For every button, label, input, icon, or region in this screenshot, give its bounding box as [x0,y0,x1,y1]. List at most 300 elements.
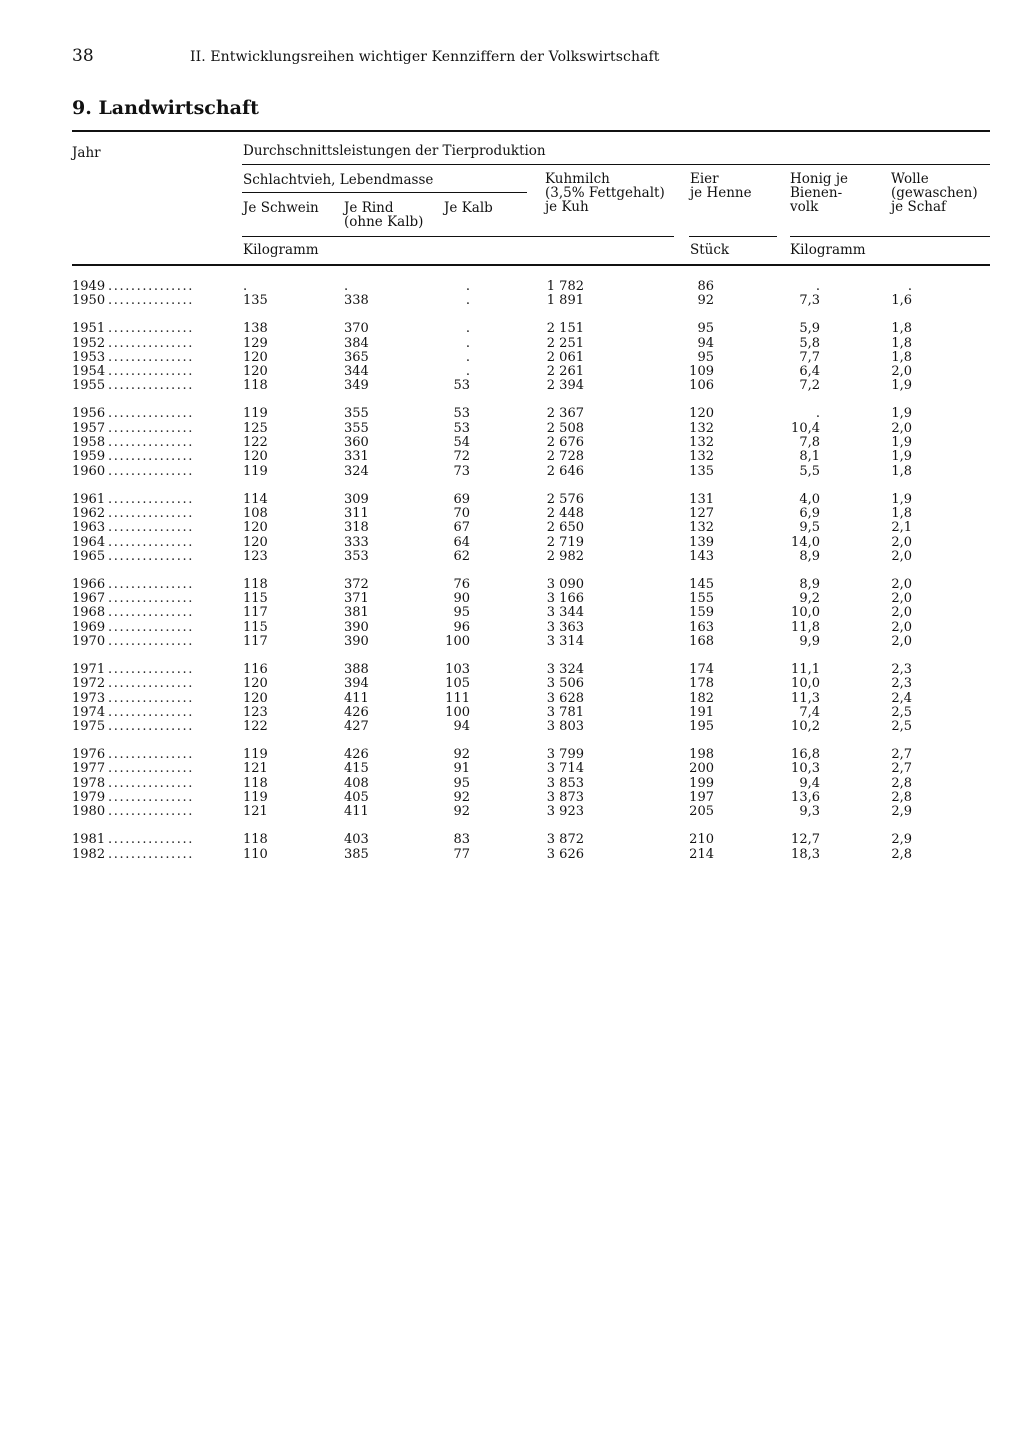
unit-stueck: Stück [690,242,730,258]
cell-kuhmilch: 2 719 [546,534,584,550]
cell-honig: 7,8 [799,435,820,451]
cell-eier: 199 [689,775,714,791]
cell-kuhmilch: 3 872 [546,832,584,848]
cell-je-kalb: 69 [453,491,470,507]
cell-je-kalb: 100 [445,633,470,649]
cell-eier: 139 [689,534,714,550]
running-head: II. Entwicklungsreihen wichtiger Kennziffern der Volkswirtschaft [190,49,660,65]
cell-kuhmilch: 3 166 [546,591,584,607]
group-rule [242,164,990,165]
cell-eier: 94 [697,335,714,351]
cell-kuhmilch: 3 628 [546,690,584,706]
cell-wolle: 2,7 [891,761,912,777]
cell-je-rind: 390 [344,619,369,635]
cell-eier: 197 [689,790,714,806]
cell-je-rind: 355 [344,420,369,436]
cell-je-schwein: 115 [243,619,268,635]
cell-kuhmilch: 2 646 [546,463,584,479]
leader-dots: ............... [108,521,194,536]
cell-kuhmilch: 1 891 [546,293,584,309]
cell-kuhmilch: 2 367 [546,406,584,422]
row-year: 1958 [72,435,106,451]
leader-dots: ............... [108,592,194,607]
cell-je-rind: 427 [344,719,369,735]
row-year: 1973 [72,690,106,706]
row-year: 1950 [72,293,106,309]
cell-je-rind: 324 [344,463,369,479]
row-year: 1959 [72,449,106,465]
header-bottom-rule [72,264,990,266]
cell-eier: 95 [697,321,714,337]
cell-honig: 7,7 [799,349,820,365]
cell-je-rind: 384 [344,335,369,351]
cell-wolle: 2,3 [891,661,912,677]
row-year: 1961 [72,491,106,507]
cell-je-schwein: 119 [243,463,268,479]
cell-je-schwein: 118 [243,775,268,791]
leader-dots: ............... [108,720,194,735]
cell-honig: 8,9 [799,576,820,592]
cell-je-rind: 381 [344,605,369,621]
cell-honig: 7,4 [799,704,820,720]
cell-kuhmilch: 2 982 [546,548,584,564]
table-row [72,805,992,819]
cell-kuhmilch: 2 261 [546,364,584,380]
header-milch-1: Kuhmilch [545,171,610,187]
leader-dots: ............... [108,847,194,862]
table-row [72,663,992,677]
cell-je-kalb: 76 [453,576,470,592]
cell-eier: 191 [689,704,714,720]
leader-dots: ............... [108,805,194,820]
table-row [72,692,992,706]
cell-je-rind: 403 [344,832,369,848]
cell-je-schwein: 125 [243,420,268,436]
cell-je-kalb: 62 [453,548,470,564]
page-number: 38 [72,46,94,66]
row-year: 1968 [72,605,106,621]
cell-wolle: 2,0 [891,591,912,607]
cell-je-rind: 311 [344,505,369,521]
cell-je-kalb: 54 [453,435,470,451]
cell-honig: . [815,279,820,294]
cell-je-schwein: 138 [243,321,268,337]
cell-wolle: 2,9 [891,832,912,848]
cell-eier: 174 [689,661,714,677]
cell-je-schwein: 120 [243,520,268,536]
cell-je-kalb: . [465,279,470,294]
cell-je-rind: 370 [344,321,369,337]
cell-je-schwein: 135 [243,293,268,309]
cell-eier: 106 [689,378,714,394]
table-row [72,621,992,635]
cell-honig: 16,8 [791,747,820,763]
table-row [72,833,992,847]
cell-eier: 132 [689,449,714,465]
table-row [72,606,992,620]
header-group: Durchschnittsleistungen der Tierproduktion [243,143,546,159]
cell-eier: 163 [689,619,714,635]
cell-honig: 10,0 [791,605,820,621]
cell-je-schwein: 121 [243,804,268,820]
row-year: 1963 [72,520,106,536]
cell-wolle: 2,0 [891,534,912,550]
cell-wolle: 2,5 [891,704,912,720]
section-title: 9. Landwirtschaft [72,97,259,119]
leader-dots: ............... [108,379,194,394]
cell-je-kalb: 53 [453,406,470,422]
header-wolle-2: (gewaschen) [891,185,978,201]
cell-je-rind: 411 [344,690,369,706]
cell-wolle: 1,9 [891,449,912,465]
cell-kuhmilch: 2 061 [546,349,584,365]
cell-wolle: 1,8 [891,349,912,365]
cell-wolle: 2,0 [891,420,912,436]
cell-je-rind: 371 [344,591,369,607]
cell-je-kalb: 70 [453,505,470,521]
cell-eier: 168 [689,633,714,649]
table-row [72,550,992,564]
table-row [72,294,992,308]
cell-kuhmilch: 2 448 [546,505,584,521]
cell-wolle: 2,3 [891,676,912,692]
cell-je-kalb: 92 [453,747,470,763]
row-year: 1971 [72,661,106,677]
cell-je-kalb: . [465,335,470,351]
cell-je-schwein: 122 [243,435,268,451]
cell-wolle: 2,8 [891,846,912,862]
cell-je-kalb: 90 [453,591,470,607]
row-year: 1962 [72,505,106,521]
cell-je-schwein: 119 [243,747,268,763]
cell-honig: 8,1 [799,449,820,465]
table-row [72,365,992,379]
cell-je-schwein: 118 [243,576,268,592]
cell-je-rind: 309 [344,491,369,507]
cell-honig: 5,8 [799,335,820,351]
slaughter-rule [242,192,527,193]
table-row [72,450,992,464]
cell-je-kalb: 53 [453,420,470,436]
cell-je-rind: 408 [344,775,369,791]
table-row [72,322,992,336]
row-year: 1954 [72,364,106,380]
leader-dots: ............... [108,606,194,621]
cell-eier: 182 [689,690,714,706]
leader-dots: ............... [108,336,194,351]
cell-je-kalb: 73 [453,463,470,479]
cell-wolle: 1,9 [891,435,912,451]
cell-wolle: 2,5 [891,719,912,735]
cell-je-rind: 394 [344,676,369,692]
cell-je-schwein: 118 [243,832,268,848]
cell-kuhmilch: 3 344 [546,605,584,621]
leader-dots: ............... [108,294,194,309]
leader-dots: ............... [108,535,194,550]
header-milch-3: je Kuh [545,199,589,215]
cell-je-schwein: 120 [243,534,268,550]
cell-wolle: 2,1 [891,520,912,536]
cell-eier: 205 [689,804,714,820]
row-year: 1967 [72,591,106,607]
cell-wolle: 1,8 [891,463,912,479]
cell-honig: 18,3 [791,846,820,862]
cell-je-schwein: 120 [243,449,268,465]
cell-je-kalb: . [465,364,470,380]
cell-je-kalb: 96 [453,619,470,635]
cell-je-rind: 365 [344,349,369,365]
leader-dots: ............... [108,506,194,521]
leader-dots: ............... [108,322,194,337]
header-eier-1: Eier [690,171,719,187]
unit-rule-1 [242,236,674,237]
cell-je-schwein: 115 [243,591,268,607]
table-row [72,536,992,550]
cell-wolle: . [907,279,912,294]
cell-honig: 6,9 [799,505,820,521]
cell-je-rind: 411 [344,804,369,820]
cell-honig: 10,4 [791,420,820,436]
cell-honig: 5,9 [799,321,820,337]
cell-eier: 135 [689,463,714,479]
cell-honig: 10,0 [791,676,820,692]
leader-dots: ............... [108,577,194,592]
cell-honig: 9,4 [799,775,820,791]
header-honig-3: volk [790,199,819,215]
row-year: 1976 [72,747,106,763]
unit-kilogramm-1: Kilogramm [243,242,319,258]
cell-je-schwein: 121 [243,761,268,777]
cell-wolle: 1,8 [891,335,912,351]
cell-eier: 159 [689,605,714,621]
leader-dots: ............... [108,280,194,294]
cell-je-rind: 349 [344,378,369,394]
cell-eier: 143 [689,548,714,564]
row-year: 1951 [72,321,106,337]
cell-eier: 210 [689,832,714,848]
cell-honig: 9,9 [799,633,820,649]
cell-kuhmilch: 3 853 [546,775,584,791]
leader-dots: ............... [108,634,194,649]
cell-je-schwein: 122 [243,719,268,735]
cell-je-kalb: . [465,293,470,309]
cell-kuhmilch: 3 506 [546,676,584,692]
cell-je-rind: 426 [344,747,369,763]
cell-je-kalb: 53 [453,378,470,394]
cell-kuhmilch: 2 508 [546,420,584,436]
cell-je-schwein: 119 [243,406,268,422]
cell-wolle: 1,9 [891,491,912,507]
cell-honig: 6,4 [799,364,820,380]
cell-je-rind: 405 [344,790,369,806]
cell-honig: 9,3 [799,804,820,820]
table-row [72,493,992,507]
leader-dots: ............... [108,436,194,451]
cell-wolle: 2,0 [891,619,912,635]
header-slaughter: Schlachtvieh, Lebendmasse [243,172,434,188]
cell-je-kalb: . [465,349,470,365]
header-wolle-1: Wolle [891,171,929,187]
cell-je-schwein: 110 [243,846,268,862]
cell-honig: 7,3 [799,293,820,309]
cell-wolle: 1,8 [891,505,912,521]
table-row [72,351,992,365]
cell-je-schwein: 108 [243,505,268,521]
cell-eier: 145 [689,576,714,592]
cell-je-kalb: 105 [445,676,470,692]
cell-honig: 9,5 [799,520,820,536]
leader-dots: ............... [108,762,194,777]
cell-honig: 4,0 [799,491,820,507]
cell-wolle: 1,8 [891,321,912,337]
cell-je-kalb: 103 [445,661,470,677]
cell-je-schwein: . [243,279,248,294]
table-row [72,777,992,791]
row-year: 1977 [72,761,106,777]
cell-kuhmilch: 3 324 [546,661,584,677]
cell-honig: 13,6 [791,790,820,806]
row-year: 1953 [72,349,106,365]
table-body [72,280,992,862]
table-row [72,521,992,535]
cell-honig: 8,9 [799,548,820,564]
cell-wolle: 1,9 [891,378,912,394]
table-row [72,635,992,649]
row-year: 1964 [72,534,106,550]
cell-je-kalb: 64 [453,534,470,550]
leader-dots: ............... [108,833,194,848]
cell-eier: 214 [689,846,714,862]
row-year: 1979 [72,790,106,806]
cell-eier: 200 [689,761,714,777]
cell-je-rind: 415 [344,761,369,777]
row-year: 1981 [72,832,106,848]
cell-honig: 9,2 [799,591,820,607]
cell-je-rind: 360 [344,435,369,451]
cell-eier: 198 [689,747,714,763]
cell-je-kalb: 72 [453,449,470,465]
header-schwein: Je Schwein [243,200,319,216]
cell-wolle: 2,0 [891,633,912,649]
cell-honig: 11,1 [791,661,820,677]
leader-dots: ............... [108,365,194,380]
row-year: 1969 [72,619,106,635]
leader-dots: ............... [108,464,194,479]
cell-je-schwein: 123 [243,548,268,564]
header-rind-1: Je Rind [344,200,394,216]
table-row [72,422,992,436]
cell-eier: 92 [697,293,714,309]
row-year: 1952 [72,335,106,351]
cell-je-kalb: 111 [445,690,470,706]
cell-eier: 95 [697,349,714,365]
table-row [72,677,992,691]
cell-je-kalb: 83 [453,832,470,848]
cell-wolle: 2,0 [891,364,912,380]
cell-wolle: 2,0 [891,605,912,621]
table-row [72,379,992,393]
cell-je-rind: 318 [344,520,369,536]
header-eier-2: je Henne [690,185,752,201]
leader-dots: ............... [108,662,194,677]
cell-je-kalb: 94 [453,719,470,735]
unit-rule-3 [790,236,990,237]
header-year: Jahr [72,145,101,161]
header-milch-2: (3,5% Fettgehalt) [545,185,665,201]
row-year: 1956 [72,406,106,422]
cell-kuhmilch: 1 782 [546,279,584,294]
header-honig-2: Bienen- [790,185,843,201]
header-wolle-3: je Schaf [891,199,947,215]
cell-kuhmilch: 3 090 [546,576,584,592]
cell-je-kalb: 77 [453,846,470,862]
leader-dots: ............... [108,492,194,507]
cell-kuhmilch: 3 803 [546,719,584,735]
cell-honig: 14,0 [791,534,820,550]
page-header [72,46,992,70]
leader-dots: ............... [108,705,194,720]
cell-je-schwein: 117 [243,633,268,649]
cell-je-rind: 388 [344,661,369,677]
table-row [72,436,992,450]
cell-eier: 195 [689,719,714,735]
cell-je-kalb: 100 [445,704,470,720]
table-row [72,407,992,421]
row-year: 1966 [72,576,106,592]
table-row [72,280,992,294]
cell-je-rind: 355 [344,406,369,422]
cell-kuhmilch: 3 923 [546,804,584,820]
cell-honig: 12,7 [791,832,820,848]
unit-kilogramm-2: Kilogramm [790,242,866,258]
table-row [72,706,992,720]
cell-wolle: 2,9 [891,804,912,820]
leader-dots: ............... [108,407,194,422]
cell-honig: 5,5 [799,463,820,479]
cell-wolle: 2,8 [891,775,912,791]
cell-je-schwein: 129 [243,335,268,351]
cell-kuhmilch: 2 394 [546,378,584,394]
cell-wolle: 2,4 [891,690,912,706]
header-rind-2: (ohne Kalb) [344,214,424,230]
cell-wolle: 1,6 [891,293,912,309]
table-row [72,507,992,521]
cell-honig: . [815,406,820,422]
row-year: 1957 [72,420,106,436]
table-row [72,720,992,734]
cell-je-schwein: 118 [243,378,268,394]
cell-kuhmilch: 2 728 [546,449,584,465]
table-row [72,791,992,805]
cell-wolle: 2,0 [891,576,912,592]
leader-dots: ............... [108,421,194,436]
cell-je-kalb: 67 [453,520,470,536]
leader-dots: ............... [108,450,194,465]
cell-je-kalb: 92 [453,790,470,806]
cell-eier: 132 [689,420,714,436]
cell-eier: 178 [689,676,714,692]
cell-honig: 10,3 [791,761,820,777]
leader-dots: ............... [108,677,194,692]
table-row [72,848,992,862]
cell-je-kalb: 92 [453,804,470,820]
table-row [72,578,992,592]
cell-wolle: 2,0 [891,548,912,564]
cell-kuhmilch: 3 781 [546,704,584,720]
cell-je-schwein: 120 [243,690,268,706]
row-year: 1955 [72,378,106,394]
cell-kuhmilch: 2 676 [546,435,584,451]
